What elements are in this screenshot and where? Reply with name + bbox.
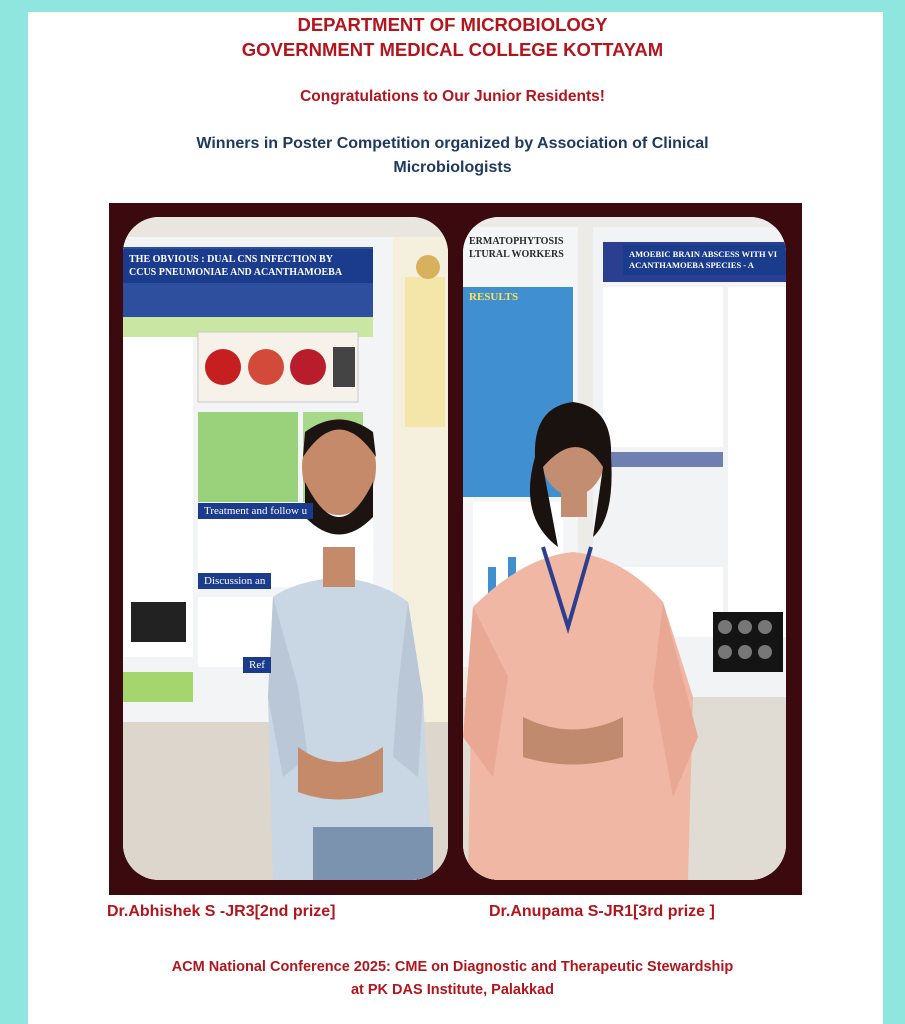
right-poster-title-line-1: AMOEBIC BRAIN ABSCESS WITH VI: [629, 249, 778, 259]
left-poster-title: [123, 249, 373, 283]
department-heading: [0, 12, 905, 62]
caption-abhishek: Dr.Abhishek S -JR3[2nd prize]: [107, 903, 336, 920]
congratulations-text: Congratulations to Our Junior Residents!: [300, 88, 605, 105]
winner-photo-anupama-illustration: [463, 217, 786, 880]
right-left-poster-title-line-1: ERMATOPHYTOSIS: [469, 236, 564, 247]
winner-photo-abhishek: [123, 217, 448, 880]
left-poster-title-line-1: THE OBVIOUS : DUAL CNS INFECTION BY: [129, 254, 333, 265]
right-left-poster-title-line-2: LTURAL WORKERS: [469, 249, 564, 260]
conference-line-2: at PK DAS Institute, Palakkad: [350, 982, 555, 998]
left-poster-title-line-2: CCUS PNEUMONIAE AND ACANTHAMOEBA: [129, 267, 343, 278]
caption-anupama: Dr.Anupama S-JR1[3rd prize ]: [489, 903, 715, 920]
right-left-poster-results: RESULTS: [469, 291, 519, 303]
winner-photo-abhishek-illustration: [123, 217, 448, 880]
left-poster-section-discussion: Discussion an: [198, 573, 271, 589]
right-poster-title-line-2: ACANTHAMOEBA SPECIES - A: [629, 260, 754, 270]
department-line-2: GOVERNMENT MEDICAL COLLEGE KOTTAYAM: [241, 39, 664, 60]
winners-line-2: Microbiologists: [393, 159, 512, 176]
winners-heading: [0, 132, 905, 180]
left-poster-section-ref: Ref: [243, 657, 271, 673]
right-left-poster-title: [463, 231, 573, 265]
department-line-1: DEPARTMENT OF MICROBIOLOGY: [297, 14, 608, 35]
conference-footer: [0, 956, 905, 1002]
winner-photo-anupama: [463, 217, 786, 880]
winners-line-1: Winners in Poster Competition organized by Association of Clinical: [196, 135, 709, 152]
conference-line-1: ACM National Conference 2025: CME on Diagnostic and Therapeutic Stewardship: [171, 959, 734, 975]
right-poster-title: [623, 245, 786, 275]
left-poster-section-treatment: Treatment and follow u: [198, 503, 313, 519]
frame-top-border: [0, 0, 905, 12]
